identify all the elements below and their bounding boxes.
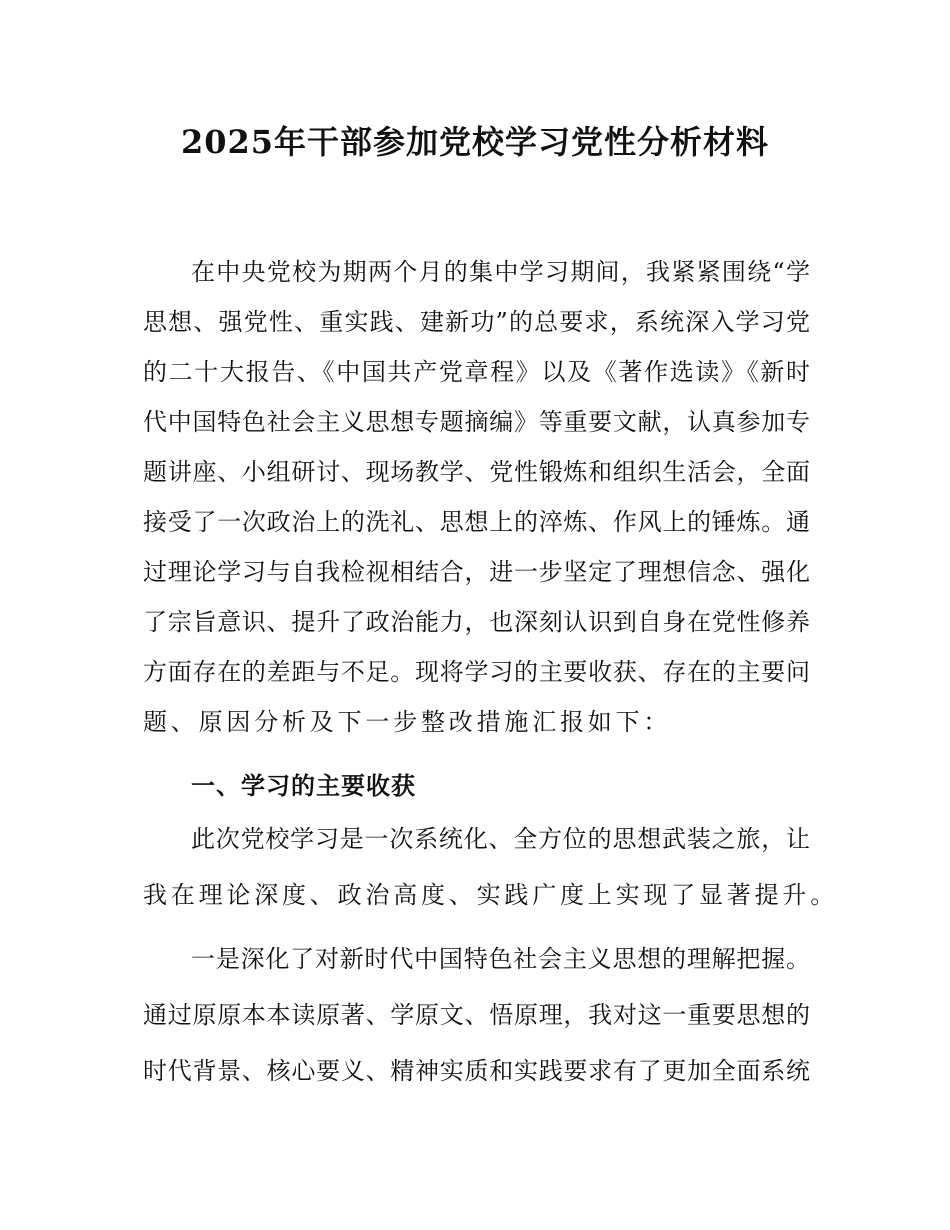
text-line: 题讲座、小组研讨、现场教学、党性锻炼和组织生活会，全面 [143, 458, 810, 486]
text-line: 通过原原本本读原著、学原文、悟原理，我对这一重要思想的 [143, 1001, 810, 1029]
text-line: 思想、强党性、重实践、建新功”的总要求，系统深入学习党 [143, 308, 810, 336]
text-line: 了宗旨意识、提升了政治能力，也深刻认识到自身在党性修养 [143, 608, 810, 636]
document-title: 2025年干部参加党校学习党性分析材料 [180, 123, 770, 161]
text-line: 接受了一次政治上的洗礼、思想上的淬炼、作风上的锤炼。通 [143, 508, 810, 536]
section-heading: 一、学习的主要收获 [191, 771, 416, 800]
text-line: 题、原因分析及下一步整改措施汇报如下： [143, 708, 672, 736]
text-line: 时代背景、核心要义、精神实质和实践要求有了更加全面系统 [143, 1057, 810, 1085]
text-line: 的二十大报告、《中国共产党章程》以及《著作选读》《新时 [143, 358, 810, 386]
text-line: 我在理论深度、政治高度、实践广度上实现了显著提升。 [143, 881, 838, 909]
paragraph-intro [143, 247, 810, 747]
text-line: 一是深化了对新时代中国特色社会主义思想的理解把握。 [191, 945, 810, 973]
paragraph-point-one [143, 931, 810, 1099]
text-line: 代中国特色社会主义思想专题摘编》等重要文献，认真参加专 [143, 408, 810, 436]
text-line: 在中央党校为期两个月的集中学习期间，我紧紧围绕“学 [191, 258, 810, 286]
text-line: 过理论学习与自我检视相结合，进一步坚定了理想信念、强化 [143, 558, 810, 586]
text-line: 此次党校学习是一次系统化、全方位的思想武装之旅，让 [191, 825, 810, 853]
document-body [143, 247, 838, 1099]
paragraph-summary [143, 811, 838, 923]
text-line: 方面存在的差距与不足。现将学习的主要收获、存在的主要问 [143, 658, 810, 686]
